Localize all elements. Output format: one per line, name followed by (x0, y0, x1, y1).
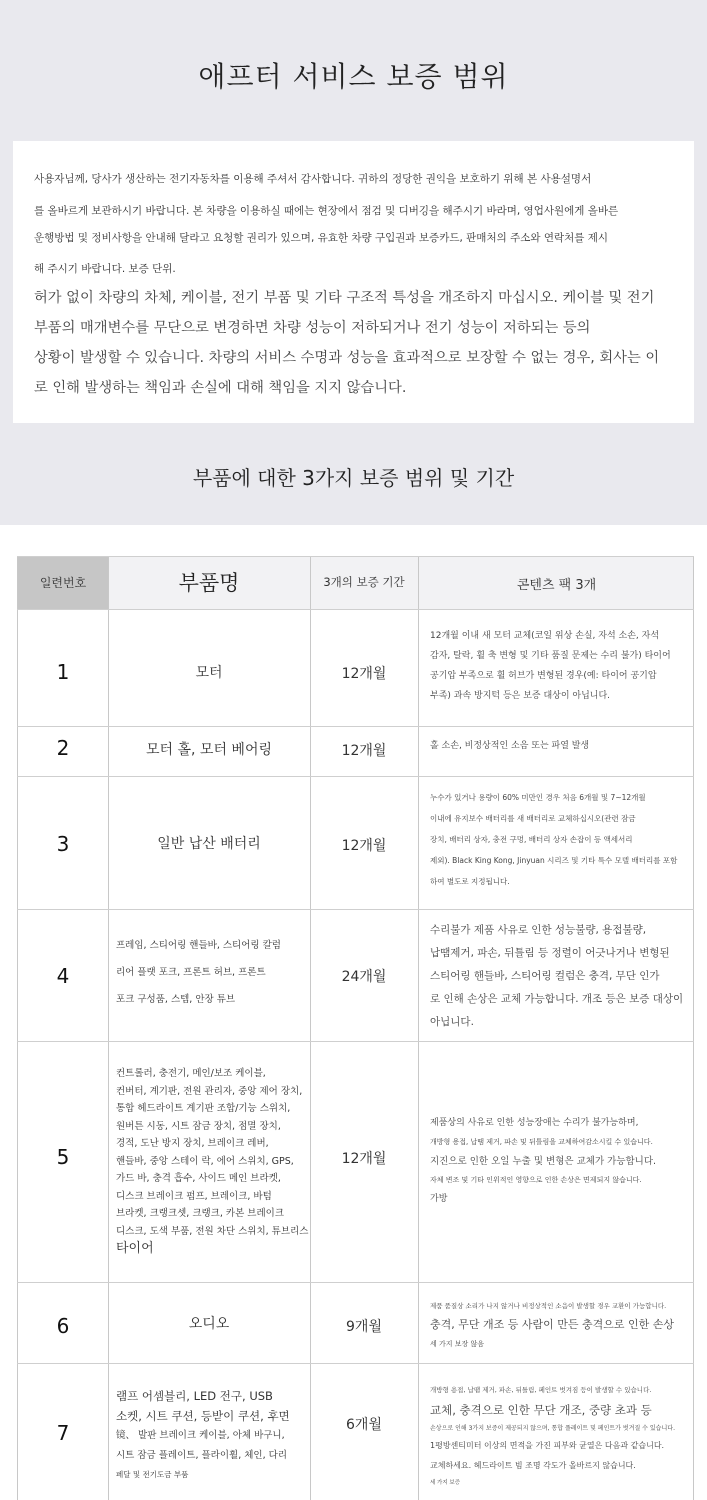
grid-line (17, 726, 694, 727)
content-line: 손상으로 인해 3가지 보증이 제공되지 않으며, 통합 플레이트 및 페인트가 벗겨질 수 있습니다. (430, 1425, 675, 1432)
content-line: 개방형 용접, 납땜 제거, 파손, 뒤틀림, 페인트 벗겨짐 등이 발생할 수 있습니다. (430, 1386, 652, 1394)
content-line: 아닙니다. (430, 1016, 474, 1028)
row-number: 7 (56, 1421, 70, 1445)
row-number: 1 (56, 660, 70, 684)
part-line: 핸들바, 중앙 스테이 락, 에어 스위치, GPS, (116, 1155, 294, 1167)
warranty-content (430, 736, 692, 756)
header-part: 부품명 (178, 571, 240, 595)
grid-line (693, 556, 694, 1500)
part-name (116, 932, 281, 1013)
warranty-content (430, 787, 692, 892)
content-line: 감자, 탈락, 휠 축 변형 및 기타 품질 문제는 수리 불가) 타이어 (430, 651, 671, 661)
part-name: 오디오 (188, 1316, 230, 1332)
part-line: 컨트롤러, 충전기, 메인/보조 케이블, (116, 1068, 266, 1079)
content-line: 수리불가 제품 사유로 인한 성능불량, 용접불량, (430, 924, 647, 936)
part-name: 모터 홀, 모터 베어링 (146, 742, 272, 758)
intro-line: 상황이 발생할 수 있습니다. 차량의 서비스 수명과 성능을 효과적으로 보장할 수 없는 경우, 회사는 이 (34, 350, 660, 366)
intro-line: 허가 없이 차량의 차체, 케이블, 전기 부품 및 기타 구조적 특성을 개조하지 마십시오. 케이블 및 전기 (34, 290, 655, 306)
row-number: 5 (56, 1145, 70, 1169)
warranty-period: 12개월 (341, 666, 387, 682)
content-line: 스티어링 핸들바, 스티어링 컬럼은 충격, 무단 인가 (430, 970, 660, 982)
grid-line (108, 556, 109, 1500)
content-line: 제품 품질상 소리가 나지 않거나 비정상적인 소음이 발생할 경우 교환이 가능합니다. (430, 1302, 667, 1310)
content-line: 1평방센티미터 이상의 면적을 가진 피부와 균열은 다음과 같습니다. (430, 1441, 665, 1450)
grid-line (17, 556, 694, 557)
warranty-period: 9개월 (346, 1319, 382, 1335)
warranty-period: 6개월 (346, 1417, 382, 1433)
warranty-period: 12개월 (341, 1151, 387, 1167)
part-line: 원버튼 시동, 시트 잠금 장치, 점멸 장치, (116, 1120, 281, 1132)
intro-line: 운행방법 및 정비사항을 안내해 달라고 요청할 권리가 있으며, 유효한 차량 구입권과 보증카드, 판매처의 주소와 연락처를 제시 (34, 232, 609, 244)
content-line: 부족) 과속 방지턱 등은 보증 대상이 아닙니다. (430, 691, 611, 701)
part-name (116, 1387, 290, 1485)
grid-line (17, 609, 694, 610)
intro-line: 해 주시기 바랍니다. 보증 단위. (34, 263, 176, 275)
intro-line: 로 인해 발생하는 책임과 손실에 대해 책임을 지지 않습니다. (34, 380, 407, 396)
part-line: 브라켓, 크랭크셋, 크랭크, 카본 브레이크 (116, 1208, 284, 1219)
part-line: 경적, 도난 방지 장치, 브레이크 레버, (116, 1138, 269, 1149)
header-period: 3개의 보증 기간 (323, 575, 405, 589)
content-line: 로 인해 손상은 교체 가능합니다. 개조 등은 보증 대상이 (430, 993, 684, 1005)
warranty-period: 24개월 (341, 969, 387, 985)
warranty-table (0, 525, 707, 1500)
content-line: 충격, 무단 개조 등 사람이 만든 충격으로 인한 손상 (430, 1318, 674, 1331)
warranty-content (430, 1382, 692, 1490)
part-line: 타이어 (116, 1241, 154, 1256)
content-line: 교체하세요. 헤드라이트 빔 조명 각도가 올바르지 않습니다. (430, 1461, 636, 1470)
part-name (116, 1065, 308, 1258)
warranty-period: 12개월 (341, 838, 387, 854)
part-line: 디스크, 도색 부품, 전원 차단 스위치, 튜브리스 (116, 1225, 309, 1237)
row-number: 2 (56, 736, 70, 760)
part-line: 디스크 브레이크 펌프, 브레이크, 바텀 (116, 1190, 272, 1202)
part-line: 镜、 발판 브레이크 케이블, 아체 바구니, (116, 1430, 285, 1441)
intro-line: 를 올바르게 보관하시기 바랍니다. 본 차량을 이용하실 때에는 현장에서 점검 및 디버깅을 해주시기 바라며, 영업사원에게 올바른 (34, 205, 619, 217)
warranty-content (430, 626, 692, 706)
grid-line (17, 776, 694, 777)
warranty-content (430, 1114, 692, 1209)
part-name: 모터 (195, 665, 223, 681)
content-line: 장치, 배터리 상자, 충전 구멍, 배터리 상자 손잡이 등 액세서리 (430, 835, 633, 844)
content-line: 하여 별도로 지정됩니다. (430, 877, 510, 886)
content-line: 자체 변조 및 기타 인위적인 영향으로 인한 손상은 면제되지 않습니다. (430, 1176, 642, 1184)
header-serial: 일련번호 (39, 576, 87, 590)
part-line: 램프 어셈블리, LED 전구, USB (116, 1389, 273, 1403)
part-line: 리어 플랫 포크, 프론트 허브, 프론트 (116, 967, 266, 978)
grid-line (17, 1041, 694, 1042)
intro-line: 사용자님께, 당사가 생산하는 전기자동차를 이용해 주셔서 감사합니다. 귀하의 정당한 권익을 보호하기 위해 본 사용설명서 (34, 173, 592, 185)
part-line: 가드 바, 충격 흡수, 사이드 메인 브라켓, (116, 1173, 281, 1184)
content-line: 납땜제거, 파손, 뒤틀림 등 정렬이 어긋나거나 변형된 (430, 947, 670, 959)
content-line: 세 가지 보증 (430, 1480, 461, 1486)
content-line: 이내에 유지보수 배터리를 새 배터리로 교체하십시오(관련 잠금 (430, 814, 636, 823)
part-line: 포크 구성품, 스템, 안장 튜브 (116, 994, 236, 1005)
part-line: 컨버터, 계기판, 전원 관리자, 중앙 제어 장치, (116, 1085, 303, 1097)
grid-line (418, 556, 419, 1500)
content-line: 개방형 용접, 납땜 제거, 파손 및 뒤틀림을 교체하여감소시킬 수 있습니다. (430, 1138, 653, 1146)
content-line: 세 가지 보장 않음 (430, 1340, 485, 1348)
content-line: 12개월 이내 새 모터 교체(코일 위상 손실, 자석 소손, 자석 (430, 631, 660, 641)
content-line: 지진으로 인한 오일 누출 및 변형은 교체가 가능합니다. (430, 1156, 657, 1167)
content-line: 제외). Black King Kong, Jinyuan 시리즈 및 기타 특수 모델 배터리를 포함 (430, 856, 678, 865)
grid-line (17, 1363, 694, 1364)
warranty-period: 12개월 (341, 743, 387, 759)
row-number: 4 (56, 964, 70, 988)
part-line: 프레임, 스티어링 핸들바, 스티어링 칼럼 (116, 940, 281, 951)
header-content: 콘텐츠 팩 3개 (516, 578, 597, 593)
grid-line (17, 556, 18, 1500)
intro-line: 부품의 매개변수를 무단으로 변경하면 차량 성능이 저하되거나 전기 성능이 저하되는 등의 (34, 320, 591, 336)
part-line: 페달 및 전기도금 부품 (116, 1470, 189, 1479)
page-title: 애프터 서비스 보증 범위 (198, 60, 509, 93)
part-line: 시트 잠금 플레이트, 플라이휠, 체인, 다리 (116, 1449, 287, 1461)
warranty-content (430, 1299, 692, 1351)
intro-card (13, 141, 694, 423)
row-number: 3 (56, 832, 70, 856)
content-line: 제품상의 사유로 인한 성능장애는 수리가 불가능하며, (430, 1118, 639, 1128)
warranty-content (430, 919, 692, 1034)
content-line: 공기압 부족으로 휠 허브가 변형된 경우(예: 타이어 공기압 (430, 671, 657, 681)
part-line: 소켓, 시트 쿠션, 등받이 쿠션, 후면 (116, 1408, 290, 1423)
part-name: 일반 납산 배터리 (157, 836, 261, 852)
content-line: 누수가 있거나 용량이 60% 미만인 경우 처음 6개월 및 7~12개월 (430, 793, 646, 802)
row-number: 6 (56, 1314, 70, 1338)
grid-line (310, 556, 311, 1500)
grid-line (17, 909, 694, 910)
content-line: 홀 소손, 비정상적인 소음 또는 파열 발생 (430, 741, 590, 751)
content-line: 교체, 충격으로 인한 무단 개조, 중량 초과 등 (430, 1403, 652, 1417)
grid-line (17, 1282, 694, 1283)
section-title: 부품에 대한 3가지 보증 범위 및 기간 (192, 466, 515, 490)
content-line: 가방 (430, 1194, 448, 1204)
part-line: 통합 헤드라이트 계기판 조합/기능 스위치, (116, 1103, 291, 1114)
